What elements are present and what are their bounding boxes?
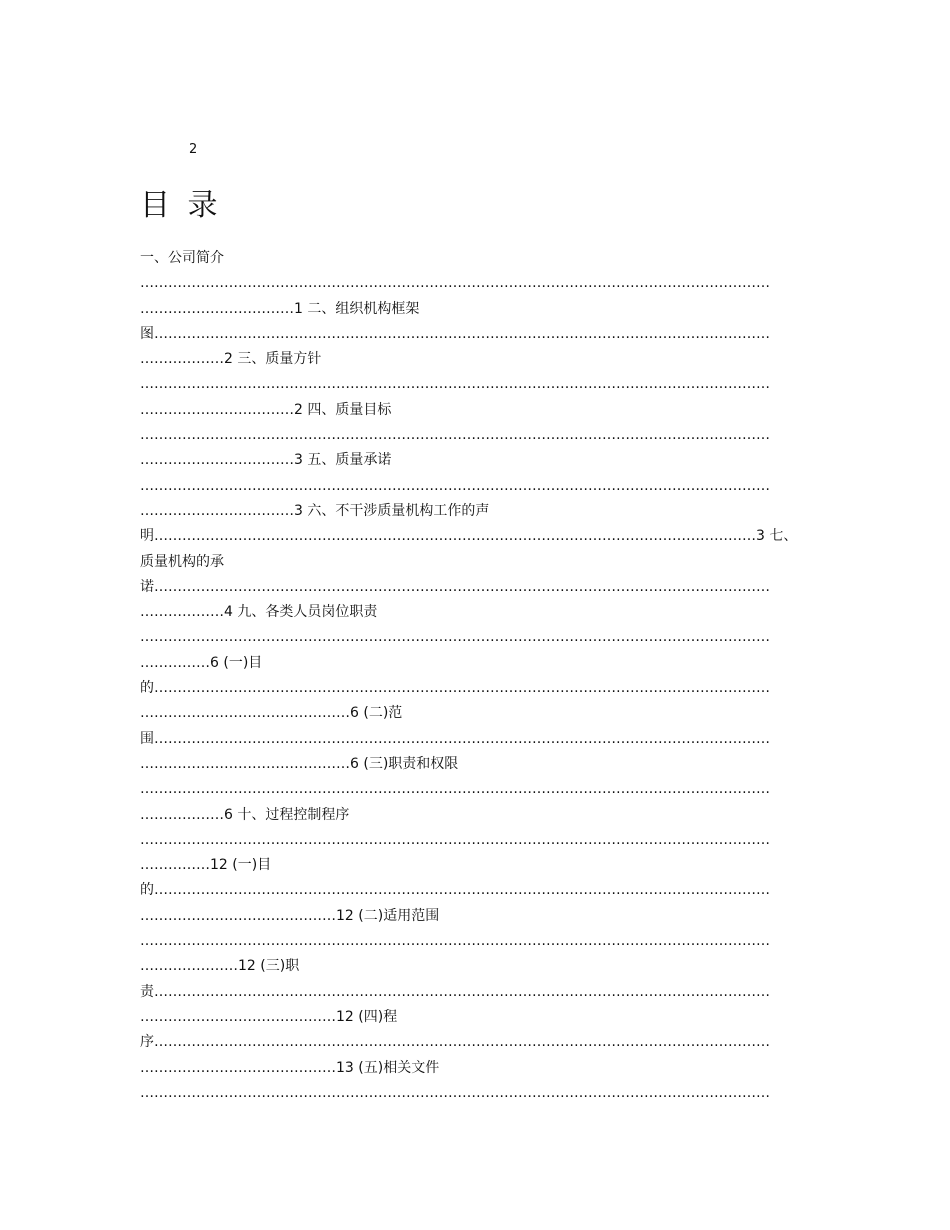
toc-line-23: ………………6 十、过程控制程序 [140, 806, 350, 823]
toc-line-34: ……………………………………………………………………………………………………………………… [140, 1084, 770, 1101]
toc-line-27: ……………………………………12 (二)适用范围 [140, 907, 440, 924]
toc-line-21: ………………………………………6 (三)职责和权限 [140, 755, 459, 772]
toc-line-12: 明…………………………………………………………………………………………………………………3 七、 [140, 528, 798, 545]
toc-line-24: ……………………………………………………………………………………………………………………… [140, 831, 770, 848]
toc-line-8: ……………………………………………………………………………………………………………………… [140, 427, 770, 444]
toc-line-17: ……………6 (一)目 [140, 654, 263, 671]
toc-line-10: ……………………………………………………………………………………………………………………… [140, 477, 770, 494]
toc-line-9: ……………………………3 五、质量承诺 [140, 452, 392, 469]
toc-line-33: ……………………………………13 (五)相关文件 [140, 1059, 440, 1076]
toc-line-2: ……………………………………………………………………………………………………………………… [140, 275, 770, 292]
toc-line-16: ……………………………………………………………………………………………………………………… [140, 629, 770, 646]
toc-title: 目 录 [140, 188, 222, 223]
toc-line-3: ……………………………1 二、组织机构框架 [140, 300, 420, 317]
toc-line-28: ……………………………………………………………………………………………………………………… [140, 933, 770, 950]
toc-list [140, 246, 830, 1106]
toc-line-4: 图…………………………………………………………………………………………………………………… [140, 325, 770, 342]
toc-line-31: ……………………………………12 (四)程 [140, 1008, 398, 1025]
toc-line-14: 诺…………………………………………………………………………………………………………………… [140, 578, 770, 595]
toc-line-22: ……………………………………………………………………………………………………………………… [140, 781, 770, 798]
toc-line-6: ……………………………………………………………………………………………………………………… [140, 376, 770, 393]
toc-line-32: 序…………………………………………………………………………………………………………………… [140, 1034, 770, 1051]
toc-line-30: 责…………………………………………………………………………………………………………………… [140, 983, 770, 1000]
toc-line-25: ……………12 (一)目 [140, 857, 272, 874]
toc-line-11: ……………………………3 六、不干涉质量机构工作的声 [140, 502, 490, 519]
toc-line-5: ………………2 三、质量方针 [140, 351, 322, 368]
toc-line-18: 的…………………………………………………………………………………………………………………… [140, 680, 770, 697]
toc-line-7: ……………………………2 四、质量目标 [140, 401, 392, 418]
toc-line-19: ………………………………………6 (二)范 [140, 705, 403, 722]
toc-line-29: …………………12 (三)职 [140, 958, 300, 975]
toc-line-26: 的…………………………………………………………………………………………………………………… [140, 882, 770, 899]
toc-line-1: 一、公司简介 [140, 250, 224, 266]
toc-line-15: ………………4 九、各类人员岗位职责 [140, 604, 378, 621]
page-number: 2 [189, 142, 198, 157]
toc-line-13: 质量机构的承 [140, 553, 224, 570]
toc-line-20: 围…………………………………………………………………………………………………………………… [140, 730, 770, 747]
